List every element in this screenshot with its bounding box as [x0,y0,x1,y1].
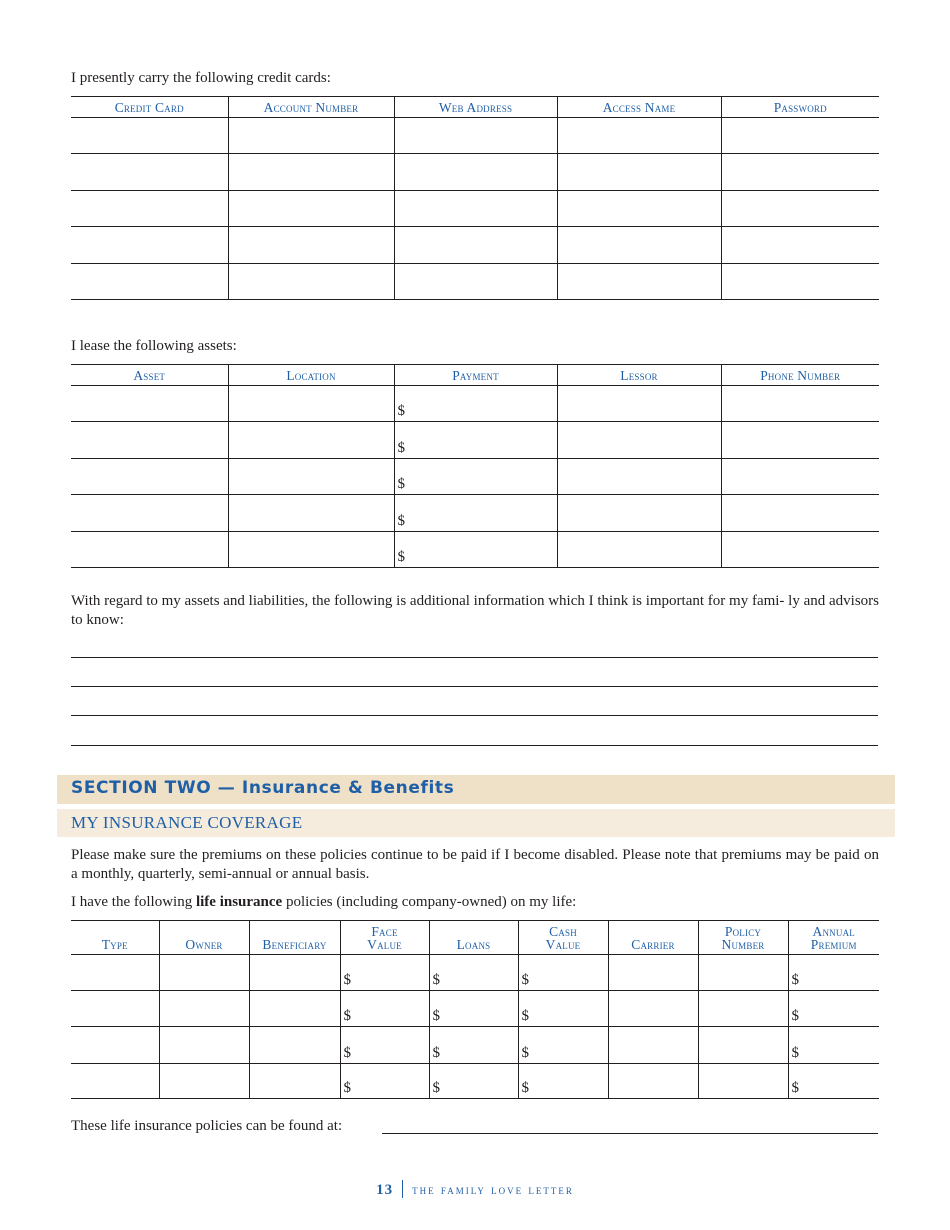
cell[interactable] [71,191,228,227]
table-row [71,495,879,532]
annual-premium-cell[interactable] [788,1027,879,1064]
currency-symbol: $ [343,1080,351,1096]
leases-table [71,364,879,568]
cell[interactable] [394,227,557,264]
header-loans: Loans [429,921,518,955]
header-cash-value: Cash Value [518,921,608,955]
cell[interactable] [159,1027,249,1064]
cell[interactable] [721,459,879,495]
cell[interactable] [557,386,721,422]
cell[interactable] [721,264,879,300]
currency-symbol: $ [521,1008,529,1024]
currency-symbol: $ [791,1008,799,1024]
leases-header-row [71,365,879,386]
face-value-cell[interactable] [340,955,429,991]
currency-symbol: $ [397,513,405,529]
currency-symbol: $ [791,972,799,988]
currency-symbol: $ [432,1008,440,1024]
payment-cell[interactable] [394,495,557,532]
cash-value-cell[interactable] [518,955,608,991]
currency-symbol: $ [521,1045,529,1061]
table-row [71,532,879,568]
table-row [71,1064,879,1099]
section-subtitle: MY INSURANCE COVERAGE [71,813,303,832]
currency-symbol: $ [432,1080,440,1096]
cell[interactable] [608,1027,698,1064]
currency-symbol: $ [432,1045,440,1061]
cell[interactable] [228,227,394,264]
header-web-address: Web Address [394,97,557,118]
header-type: Type [71,921,159,955]
writing-line[interactable] [71,715,878,716]
header-phone-number: Phone Number [721,365,879,386]
loans-cell[interactable] [429,1064,518,1099]
payment-cell[interactable] [394,532,557,568]
header-lessor: Lessor [557,365,721,386]
cell[interactable] [557,118,721,154]
cell[interactable] [71,1064,159,1099]
cell[interactable] [71,1027,159,1064]
currency-symbol: $ [432,972,440,988]
cell[interactable] [721,386,879,422]
cell[interactable] [228,264,394,300]
writing-line[interactable] [71,657,878,658]
writing-line[interactable] [71,686,878,687]
currency-symbol: $ [791,1045,799,1061]
cell[interactable] [71,459,228,495]
cell[interactable] [721,495,879,532]
cell[interactable] [228,459,394,495]
table-row [71,422,879,459]
cell[interactable] [249,991,340,1027]
table-row [71,191,879,227]
header-beneficiary: Beneficiary [249,921,340,955]
cell[interactable] [394,118,557,154]
currency-symbol: $ [397,440,405,456]
cell[interactable] [159,991,249,1027]
annual-premium-cell[interactable] [788,991,879,1027]
header-location: Location [228,365,394,386]
cell[interactable] [71,386,228,422]
cell[interactable] [71,955,159,991]
life-insurance-table [71,920,879,1099]
annual-premium-cell[interactable] [788,1064,879,1099]
life-insurance-intro-end: policies (including company-owned) on my life: [282,894,577,910]
table-row [71,991,879,1027]
header-access-name: Access Name [557,97,721,118]
payment-cell[interactable] [394,386,557,422]
table-row [71,264,879,300]
leases-intro: I lease the following assets: [71,338,237,354]
cell[interactable] [698,1064,788,1099]
loans-cell[interactable] [429,1027,518,1064]
policies-location-line[interactable] [382,1133,878,1134]
cell[interactable] [249,955,340,991]
table-row [71,227,879,264]
cell[interactable] [557,191,721,227]
section-title-band [57,775,895,804]
cell[interactable] [71,991,159,1027]
footer-divider [402,1180,403,1198]
cell[interactable] [721,227,879,264]
cell[interactable] [608,991,698,1027]
cell[interactable] [394,154,557,191]
cell[interactable] [721,422,879,459]
section-title: SECTION TWO — Insurance & Benefits [71,778,455,798]
cell[interactable] [159,1064,249,1099]
cell[interactable] [557,459,721,495]
currency-symbol: $ [397,549,405,565]
cell[interactable] [228,422,394,459]
cell[interactable] [608,955,698,991]
face-value-cell[interactable] [340,1064,429,1099]
currency-symbol: $ [397,403,405,419]
cell[interactable] [608,1064,698,1099]
cell[interactable] [228,154,394,191]
currency-symbol: $ [343,972,351,988]
header-carrier: Carrier [608,921,698,955]
cell[interactable] [71,227,228,264]
cash-value-cell[interactable] [518,991,608,1027]
cell[interactable] [71,495,228,532]
currency-symbol: $ [343,1008,351,1024]
life-insurance-header-row [71,921,879,955]
cell[interactable] [71,154,228,191]
life-insurance-intro-start: I have the following [71,894,196,910]
cell[interactable] [557,154,721,191]
header-asset: Asset [71,365,228,386]
cell[interactable] [71,118,228,154]
section-subtitle-band [57,809,895,837]
cell[interactable] [249,1064,340,1099]
cell[interactable] [557,422,721,459]
face-value-cell[interactable] [340,1027,429,1064]
credit-cards-table [71,96,879,300]
cell[interactable] [698,991,788,1027]
header-password: Password [721,97,879,118]
additional-info-text: With regard to my assets and liabilities, the following is additional information which I think is important for my fami- ly and advisors to know: [71,593,880,628]
header-owner: Owner [159,921,249,955]
cell[interactable] [557,264,721,300]
credit-cards-header-row [71,97,879,118]
currency-symbol: $ [521,1080,529,1096]
table-row [71,955,879,991]
table-row [71,118,879,154]
table-row [71,1027,879,1064]
cell[interactable] [228,386,394,422]
currency-symbol: $ [397,476,405,492]
annual-premium-cell[interactable] [788,955,879,991]
face-value-cell[interactable] [340,991,429,1027]
cell[interactable] [557,495,721,532]
cell[interactable] [394,264,557,300]
cell[interactable] [228,495,394,532]
cell[interactable] [71,422,228,459]
cell[interactable] [721,532,879,568]
writing-line[interactable] [71,745,878,746]
header-policy-number: Policy Number [698,921,788,955]
table-row [71,154,879,191]
page-number: 13 [376,1182,394,1198]
premium-note: Please make sure the premiums on these policies continue to be paid if I become disabled. Please note that premiums may be paid on a monthly, quarterly, semi-annual or annual basis. [71,847,879,882]
table-row [71,386,879,422]
currency-symbol: $ [521,972,529,988]
life-insurance-intro-bold: life insurance [195,894,283,910]
payment-cell[interactable] [394,422,557,459]
loans-cell[interactable] [429,991,518,1027]
cell[interactable] [249,1027,340,1064]
currency-symbol: $ [791,1080,799,1096]
cell[interactable] [721,154,879,191]
credit-cards-intro: I presently carry the following credit cards: [71,70,331,86]
header-account-number: Account Number [228,97,394,118]
table-row [71,459,879,495]
cell[interactable] [557,227,721,264]
cell[interactable] [228,191,394,227]
cash-value-cell[interactable] [518,1064,608,1099]
page-footer [0,1180,950,1199]
cell[interactable] [698,1027,788,1064]
cell[interactable] [159,955,249,991]
cell[interactable] [721,118,879,154]
cell[interactable] [698,955,788,991]
cell[interactable] [228,118,394,154]
header-annual-premium: Annual Premium [788,921,879,955]
header-payment: Payment [394,365,557,386]
cell[interactable] [557,532,721,568]
currency-symbol: $ [343,1045,351,1061]
cell[interactable] [71,532,228,568]
loans-cell[interactable] [429,955,518,991]
cell[interactable] [721,191,879,227]
life-insurance-intro [71,893,576,912]
cell[interactable] [228,532,394,568]
payment-cell[interactable] [394,459,557,495]
policies-location-label: These life insurance policies can be found at: [71,1118,343,1134]
header-credit-card: Credit Card [71,97,228,118]
publication-title: the family love letter [412,1182,574,1197]
cell[interactable] [394,191,557,227]
cell[interactable] [71,264,228,300]
cash-value-cell[interactable] [518,1027,608,1064]
header-face-value: Face Value [340,921,429,955]
